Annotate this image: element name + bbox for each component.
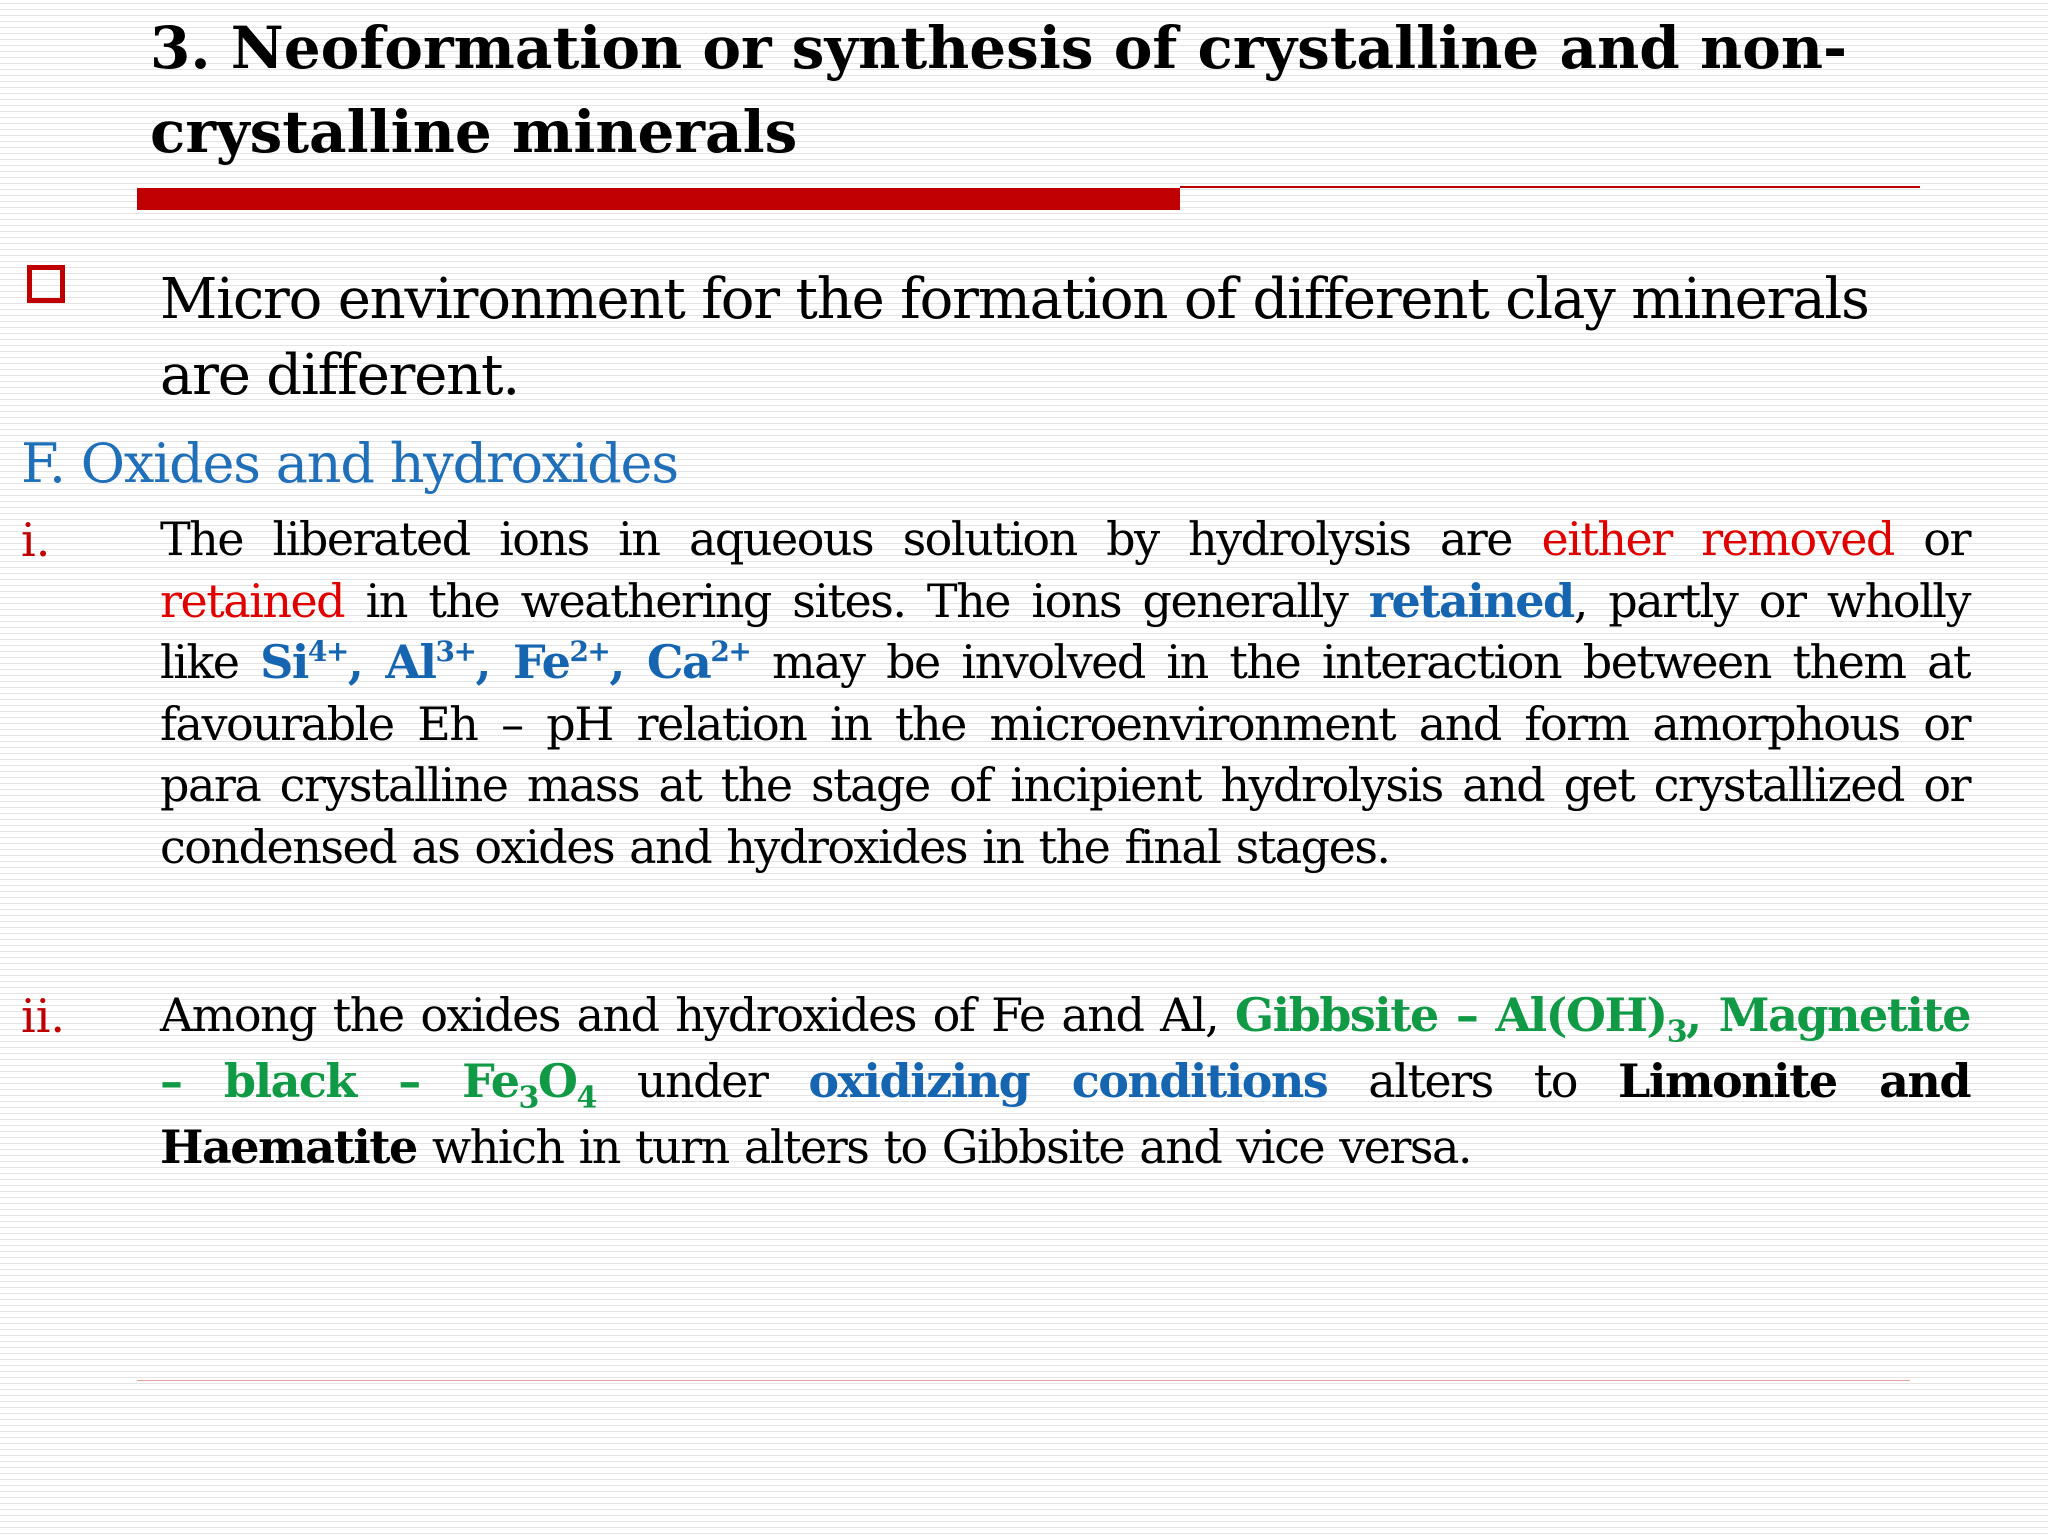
intro-text: Micro environment for the formation of different clay minerals are different. — [160, 267, 1869, 408]
text-run: , partly or wholly like — [160, 573, 1971, 689]
text-run: in the weathering sites. The ions generally — [344, 573, 1369, 628]
formula-subscript: 3 — [1666, 1014, 1687, 1050]
title-underline-thin — [1180, 186, 1920, 188]
section-heading: F. Oxides and hydroxides — [21, 432, 678, 495]
square-outline-bullet-icon — [27, 265, 65, 303]
text-run: , Fe — [475, 635, 570, 689]
text-run: Si — [260, 635, 308, 689]
list-item-1-text — [160, 509, 1970, 878]
text-run: may be involved in the interaction between them at favourable Eh – pH relation in the microenvironment and form amorphous or para crystalline mass at the stage of incipient hydrolysis and get crystallized or condensed as oxides and hydroxides in the final stages. — [160, 635, 1970, 874]
ion-charge: 3+ — [435, 635, 476, 669]
ion-charge: 2+ — [569, 635, 610, 669]
text-run: retained — [1368, 573, 1574, 628]
text-run: retained — [160, 573, 345, 628]
ion-charge: 4+ — [307, 635, 348, 669]
text-run: , Ca — [609, 635, 711, 689]
title-underline-thick — [137, 188, 1180, 210]
list-marker-1: i. — [21, 513, 51, 567]
bottom-rule — [137, 1380, 1910, 1381]
text-run: or — [1893, 512, 1970, 566]
formula-subscript: 3 — [518, 1080, 538, 1116]
text-run: O — [537, 1054, 577, 1108]
text-run: Among the oxides and hydroxides of Fe and Al, — [160, 988, 1235, 1042]
text-run: under — [595, 1054, 809, 1108]
slide-title: 3. Neoformation or synthesis of crystalline and non-crystalline minerals — [150, 14, 1848, 166]
formula-subscript: 4 — [576, 1080, 596, 1116]
text-run: which in turn alters to Gibbsite and vice versa. — [416, 1120, 1472, 1174]
list-item-2-text — [160, 982, 1970, 1180]
text-run: , Magnetite – black – Fe — [160, 988, 1970, 1108]
text-run: either removed — [1541, 512, 1894, 566]
text-run: Gibbsite – Al(OH) — [1234, 988, 1667, 1042]
text-run: oxidizing conditions — [808, 1054, 1328, 1108]
text-run: alters to — [1327, 1054, 1619, 1108]
list-marker-2: ii. — [21, 989, 66, 1043]
ion-charge: 2+ — [710, 635, 751, 669]
text-run: , Al — [347, 635, 436, 689]
text-run: Limonite and Haematite — [160, 1054, 1970, 1174]
text-run: The liberated ions in aqueous solution by hydrolysis are — [160, 512, 1542, 566]
